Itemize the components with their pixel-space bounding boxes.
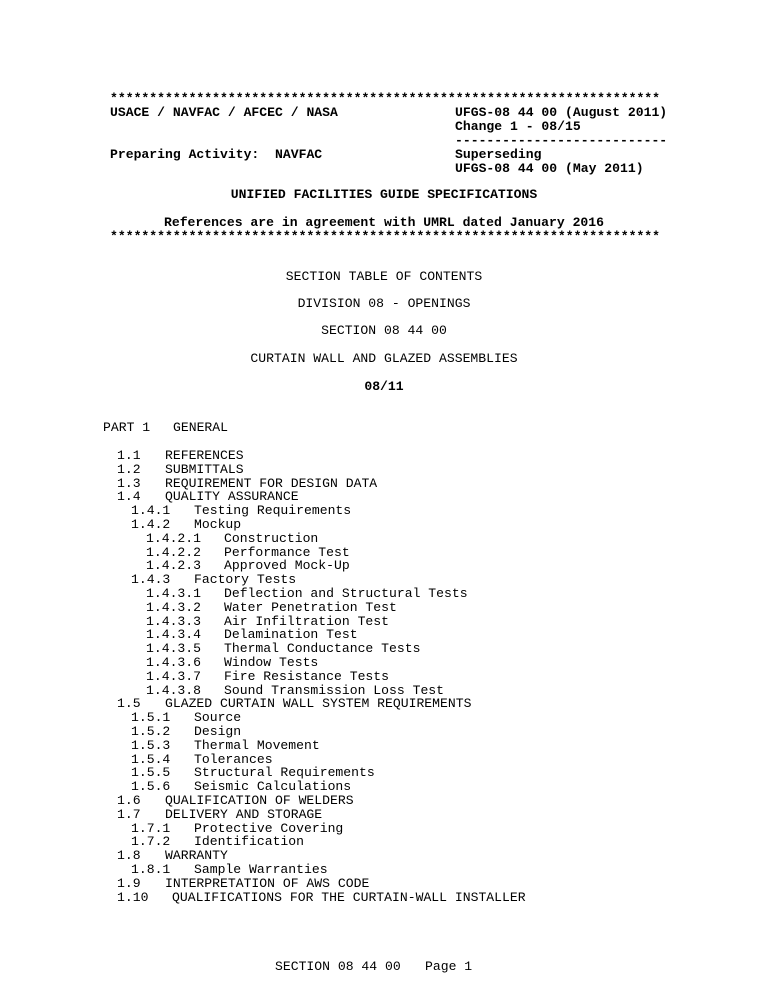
toc-entry-title: QUALIFICATION OF WELDERS	[165, 793, 354, 808]
toc-entry-number: 1.1	[117, 448, 141, 463]
toc-entry-title: Protective Covering	[194, 820, 344, 836]
toc-entry-number: 1.4.1	[131, 503, 171, 519]
toc-entry-title: REFERENCES	[165, 448, 244, 463]
toc-entry-title: Deflection and Structural Tests	[224, 586, 468, 601]
toc-entry-title: REQUIREMENT FOR DESIGN DATA	[165, 475, 378, 491]
toc-entry-title: Delamination Test	[224, 627, 358, 643]
toc-entry-title: GLAZED CURTAIN WALL SYSTEM REQUIREMENTS	[165, 696, 472, 712]
header-superseded-number: UFGS-08 44 00 (May 2011)	[455, 161, 644, 176]
toc-entry-title: QUALITY ASSURANCE	[165, 489, 299, 505]
toc-entry-title: Sound Transmission Loss Test	[224, 682, 445, 698]
toc-entry-number: 1.4.3.7	[146, 668, 202, 684]
footer-section: SECTION 08 44 00	[275, 959, 401, 974]
toc-entry-number: 1.2	[117, 461, 141, 477]
toc-entry-title: Window Tests	[224, 655, 319, 670]
toc-entry-number: 1.7.1	[131, 820, 171, 836]
toc-entry-title: Identification	[194, 834, 305, 850]
toc-entry-number: 1.4.3.8	[146, 682, 202, 698]
toc-entry-title: Seismic Calculations	[194, 779, 352, 795]
toc-entry-number: 1.4.2	[131, 517, 171, 532]
toc-entry-title: Factory Tests	[194, 572, 297, 588]
toc-entry-number: 1.4.2.2	[146, 544, 202, 560]
toc-heading: SECTION TABLE OF CONTENTS	[285, 269, 483, 284]
toc-entry-title: Sample Warranties	[194, 862, 328, 877]
toc-entry-number: 1.4	[117, 489, 141, 505]
header-title: UNIFIED FACILITIES GUIDE SPECIFICATIONS	[230, 187, 538, 202]
toc-entry-title: Approved Mock-Up	[224, 558, 350, 574]
toc-entry-number: 1.4.3.4	[146, 627, 202, 643]
toc-entry-number: 1.3	[117, 475, 141, 491]
toc-entry-title: SUBMITTALS	[165, 461, 244, 477]
toc-entry-number: 1.4.3.3	[146, 613, 202, 629]
part-number: PART 1	[103, 420, 151, 435]
toc-entry-number: 1.9	[117, 875, 141, 891]
toc-entry-title: Testing Requirements	[194, 503, 352, 519]
header-agencies: USACE / NAVFAC / AFCEC / NASA	[110, 105, 338, 120]
header-dash-rule: ---------------------------	[455, 133, 668, 148]
toc-entry-title: DELIVERY AND STORAGE	[165, 806, 323, 822]
toc-entry-title: Mockup	[194, 517, 242, 532]
toc-entry-number: 1.7.2	[131, 834, 171, 850]
header-references-note: References are in agreement with UMRL dated January 2016	[163, 215, 605, 230]
toc-entry-number: 1.4.3	[131, 572, 171, 588]
toc-entry-number: 1.4.3.2	[146, 599, 202, 615]
toc-entry-number: 1.10	[117, 889, 149, 905]
header-star-rule-top: **********************************************************************	[110, 91, 661, 106]
header-preparing-activity: Preparing Activity: NAVFAC	[110, 147, 323, 162]
toc-entry-number: 1.4.3.5	[146, 641, 202, 657]
header-superseding: Superseding	[455, 147, 542, 162]
toc-entry-title: WARRANTY	[165, 848, 228, 864]
toc-entry-title: Source	[194, 710, 242, 726]
toc-entry-title: QUALIFICATIONS FOR THE CURTAIN-WALL INSTALLER	[172, 889, 526, 905]
toc-entry-number: 1.5.6	[131, 779, 171, 795]
toc-entry-number: 1.5.4	[131, 751, 171, 767]
toc-entry-number: 1.4.2.3	[146, 558, 202, 574]
footer-page-number: Page 1	[425, 959, 473, 974]
toc-entry-title: Water Penetration Test	[224, 599, 397, 615]
toc-entry-title: Construction	[224, 530, 319, 546]
toc-section-title: CURTAIN WALL AND GLAZED ASSEMBLIES	[250, 351, 518, 366]
toc-entry-title: Structural Requirements	[194, 765, 375, 781]
toc-entry-number: 1.7	[117, 806, 141, 822]
toc-date: 08/11	[364, 379, 404, 394]
header-star-rule-bottom: **********************************************************************	[110, 229, 661, 244]
toc-entry-number: 1.5.1	[131, 710, 171, 726]
toc-entry-number: 1.5.2	[131, 724, 171, 739]
toc-entry-title: Thermal Conductance Tests	[224, 641, 421, 657]
toc-entry-number: 1.5.3	[131, 737, 171, 753]
header-change: Change 1 - 08/15	[455, 119, 581, 134]
toc-entry-title: Performance Test	[224, 544, 350, 560]
toc-entry-title: Fire Resistance Tests	[224, 668, 390, 684]
toc-entry-number: 1.4.2.1	[146, 530, 202, 546]
toc-division: DIVISION 08 - OPENINGS	[297, 296, 471, 311]
toc-section-number: SECTION 08 44 00	[321, 323, 447, 338]
toc-entry-title: Thermal Movement	[194, 737, 320, 753]
toc-entry-number: 1.5.5	[131, 765, 171, 781]
toc-entry-number: 1.8	[117, 848, 141, 864]
header-ufgs-number: UFGS-08 44 00 (August 2011)	[455, 105, 668, 120]
part-title: GENERAL	[173, 420, 229, 435]
toc-entry-title: Air Infiltration Test	[224, 613, 390, 629]
toc-entry-number: 1.4.3.6	[146, 655, 202, 670]
toc-entry-title: Design	[194, 724, 242, 739]
toc-entry-number: 1.5	[117, 696, 141, 712]
toc-entry-number: 1.8.1	[131, 862, 171, 877]
toc-entry-number: 1.6	[117, 793, 141, 808]
toc-entry-title: INTERPRETATION OF AWS CODE	[165, 875, 370, 891]
toc-entry-title: Tolerances	[194, 751, 273, 767]
toc-entry-number: 1.4.3.1	[146, 586, 202, 601]
